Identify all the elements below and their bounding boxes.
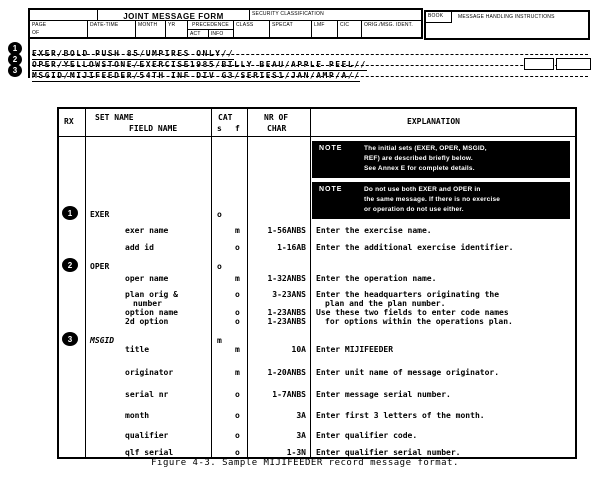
cat-f-value: o: [235, 290, 240, 299]
joint-message-form-header: [28, 8, 423, 39]
explanation-text: Enter MIJIFEEDER: [316, 345, 394, 354]
message-line-text: OPER/YELLOWSTONE/EXERCISE1985/BILLY BEAU/APPLE PEEL//: [32, 60, 367, 69]
message-handling-label: MESSAGE HANDLING INSTRUCTIONS: [458, 14, 555, 20]
explanation-text: Enter first 3 letters of the month.: [316, 411, 485, 420]
header-char: CHAR: [267, 124, 287, 133]
explanation-text: Use these two fields to enter code names: [316, 308, 509, 317]
cat-f-value: m: [235, 274, 240, 283]
message-line-text: EXER/BOLD PUSH 85/UMPIRES ONLY//: [32, 49, 235, 58]
row-number-badge: 2: [62, 258, 78, 272]
form-left-rule: [28, 38, 30, 78]
nr-value: 1-56ANBS: [267, 226, 306, 235]
cat-f-value: o: [235, 390, 240, 399]
header-cat-s: s: [217, 124, 222, 133]
explanation-text: for options within the operations plan.: [325, 317, 513, 326]
row-number-badge: 1: [62, 206, 78, 220]
precedence-cell: [188, 21, 234, 39]
nr-value: 1-16AB: [277, 243, 306, 252]
figure-caption: Figure 4-3. Sample MIJIFEEDER record message format.: [151, 458, 459, 468]
field-name: exer name: [125, 226, 169, 235]
class-label: CLASS: [234, 21, 270, 39]
note-text: REF) are described briefly below.: [364, 155, 473, 162]
specat-label: SPECAT: [270, 21, 312, 39]
book-label: BOOK: [426, 12, 452, 23]
note-box: [312, 182, 570, 219]
note-text: See Annex E for complete details.: [364, 165, 475, 172]
field-name: oper name: [125, 274, 169, 283]
note-label: NOTE: [319, 186, 343, 193]
set-name: OPER: [90, 262, 110, 271]
explanation-text: Enter message serial number.: [316, 390, 451, 399]
form-title: JOINT MESSAGE FORM: [98, 10, 250, 20]
cat-f-value: o: [235, 431, 240, 440]
nr-value: 3A: [296, 431, 306, 440]
page-cell: [30, 21, 88, 39]
date-time-label: DATE-TIME: [88, 21, 136, 39]
header-field-name: FIELD NAME: [129, 124, 178, 133]
cat-f-value: o: [235, 411, 240, 420]
cat-f-value: o: [235, 243, 240, 252]
line-number-badge: 2: [8, 53, 22, 66]
nr-value: 1-23ANBS: [267, 317, 306, 326]
drafter-cell: [30, 10, 98, 20]
explanation-text: Enter the additional exercise identifier.: [316, 243, 514, 252]
of-label: OF: [32, 30, 40, 36]
month-label: MONTH: [136, 21, 166, 39]
page-label: PAGE: [32, 22, 47, 28]
note-label: NOTE: [319, 145, 343, 152]
field-name: plan orig &: [125, 290, 178, 299]
info-label: INFO: [210, 31, 224, 37]
field-name: add id: [125, 243, 154, 252]
nr-value: 3-23ANS: [272, 290, 306, 299]
note-text: The initial sets (EXER, OPER, MSGID,: [364, 145, 487, 152]
cat-f-value: o: [235, 448, 240, 457]
row-number-badge: 3: [62, 332, 78, 346]
security-classification-label: SECURITY CLASSIFICATION: [252, 11, 324, 17]
header-explanation: EXPLANATION: [407, 117, 460, 126]
field-name: title: [125, 345, 150, 354]
column-divider: [211, 109, 212, 457]
field-name: originator: [125, 368, 174, 377]
column-divider: [247, 109, 248, 457]
set-name: MSGID: [90, 336, 115, 345]
cat-s-value: o: [217, 210, 222, 219]
precedence-label: PRECEDENCE: [188, 21, 233, 30]
message-format-table: [57, 107, 577, 459]
lmf-label: LMF: [312, 21, 338, 39]
header-cat: CAT: [218, 113, 233, 122]
yr-label: YR: [166, 21, 188, 39]
note-text: or operation do not use either.: [364, 206, 464, 213]
field-name: month: [125, 411, 150, 420]
header-divider: [59, 136, 575, 137]
cic-label: CIC: [338, 21, 362, 39]
nr-value: 3A: [296, 411, 306, 420]
field-name: qlf serial: [125, 448, 174, 457]
column-divider: [85, 109, 86, 457]
message-line: [32, 65, 588, 80]
nr-value: 10A: [291, 345, 306, 354]
explanation-text: Enter the operation name.: [316, 274, 437, 283]
orig-msg-ident-label: ORIG./MSG. IDENT.: [364, 22, 413, 28]
nr-value: 1-32ANBS: [267, 274, 306, 283]
header-set-name: SET NAME: [95, 113, 134, 122]
field-name: number: [133, 299, 162, 308]
note-box: [312, 141, 570, 178]
explanation-text: Enter qualifier code.: [316, 431, 418, 440]
cat-s-value: m: [217, 336, 222, 345]
explanation-text: plan and the plan number.: [325, 299, 446, 308]
nr-value: 1-7ANBS: [272, 390, 306, 399]
header-cat-f: f: [235, 124, 240, 133]
note-text: Do not use both EXER and OPER in: [364, 186, 481, 193]
explanation-text: Enter the headquarters originating the: [316, 290, 500, 299]
column-divider: [310, 109, 311, 457]
cat-f-value: o: [235, 308, 240, 317]
header-nr-of: NR OF: [264, 113, 289, 122]
field-name: option name: [125, 308, 178, 317]
act-label: ACT: [188, 30, 209, 38]
message-line-text: MSGID/MIJIFEEDER/54TH INF DIV G3/SERIES1/JAN/AMP/A//: [32, 71, 361, 80]
nr-value: 1-20ANBS: [267, 368, 306, 377]
line-number-badge: 1: [8, 42, 22, 55]
note-text: the same message. If there is no exercise: [364, 196, 501, 203]
field-name: 2d option: [125, 317, 169, 326]
cat-s-value: o: [217, 262, 222, 271]
header-rx: RX: [64, 117, 74, 126]
cat-f-value: m: [235, 368, 240, 377]
explanation-text: Enter the exercise name.: [316, 226, 432, 235]
cat-f-value: m: [235, 226, 240, 235]
nr-value: 1-23ANBS: [267, 308, 306, 317]
cat-f-value: m: [235, 345, 240, 354]
message-handling-box: [424, 10, 590, 40]
explanation-text: Enter qualifier serial number.: [316, 448, 461, 457]
set-name: EXER: [90, 210, 110, 219]
field-name: serial nr: [125, 390, 169, 399]
cat-f-value: o: [235, 317, 240, 326]
explanation-text: Enter unit name of message originator.: [316, 368, 500, 377]
line-number-badge: 3: [8, 64, 22, 77]
field-name: qualifier: [125, 431, 169, 440]
nr-value: 1-3N: [286, 448, 306, 457]
